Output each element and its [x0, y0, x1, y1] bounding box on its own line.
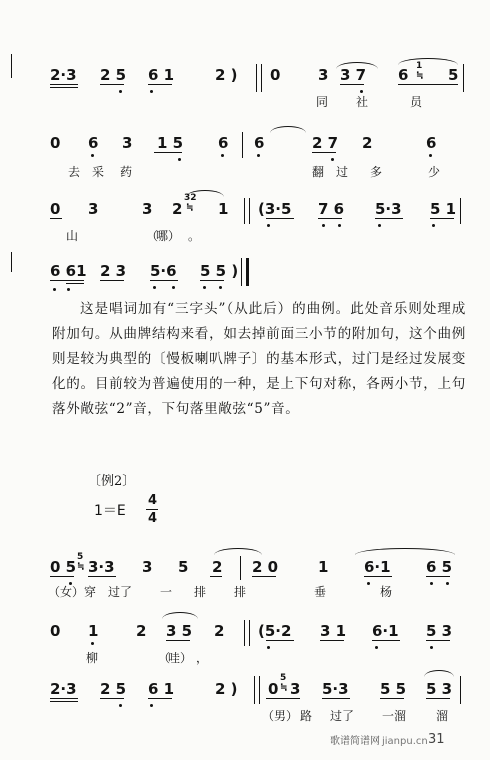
lyric: 垂: [314, 585, 327, 599]
note: 0: [270, 66, 281, 84]
beam: [50, 218, 62, 219]
note: 5·3: [322, 680, 349, 698]
barline: [244, 620, 245, 646]
note: 6·1: [364, 558, 391, 576]
beam: [375, 218, 403, 219]
lyric: 柳: [86, 651, 99, 665]
beam: [50, 87, 78, 88]
note: 2 3: [100, 262, 127, 280]
note: 3: [318, 66, 329, 84]
note: 6: [88, 134, 99, 152]
note: 2 0: [252, 558, 279, 576]
note: 5·3: [375, 200, 402, 218]
low-octave-dot: [360, 90, 363, 93]
note: 6 1: [148, 680, 175, 698]
note: 2: [136, 622, 147, 640]
low-octave-dot: [257, 154, 260, 157]
final-barline-thick: [246, 258, 249, 286]
note: 2 5: [100, 66, 127, 84]
note: 7 6: [318, 200, 345, 218]
beam: [88, 576, 116, 577]
low-octave-dot: [203, 286, 206, 289]
note: 2: [172, 200, 183, 218]
note: 2·3: [50, 680, 77, 698]
note: 1: [88, 622, 99, 640]
note: 3: [142, 558, 153, 576]
barline: [249, 198, 250, 224]
lyric: 去: [68, 165, 81, 179]
lyric: 少: [428, 165, 441, 179]
note: 5: [178, 558, 189, 576]
note: 6: [218, 134, 229, 152]
beam: [154, 152, 182, 153]
time-signature-top: 4: [148, 493, 158, 508]
low-octave-dot: [430, 582, 433, 585]
note: 6 1: [148, 66, 175, 84]
beam: [50, 576, 74, 577]
grace-note: 1: [416, 61, 423, 71]
barline: [460, 676, 461, 704]
grace-note: 32: [184, 193, 197, 203]
low-octave-dot: [331, 158, 334, 161]
grace-mark: ≒: [186, 203, 194, 213]
slur: [424, 670, 454, 677]
beam: [50, 280, 84, 281]
lyric: 排: [194, 585, 207, 599]
note: 2 7: [312, 134, 339, 152]
low-octave-dot: [150, 704, 153, 707]
note: 1: [318, 558, 329, 576]
lyric: 溜: [436, 709, 449, 723]
final-barline-thin: [241, 258, 242, 286]
note: 2 5: [100, 680, 127, 698]
low-octave-dot: [429, 154, 432, 157]
beam: [426, 576, 450, 577]
note: 5 5: [380, 680, 407, 698]
note: 1: [218, 200, 229, 218]
lyric: 路: [300, 709, 313, 723]
low-octave-dot: [119, 90, 122, 93]
note: 0: [268, 680, 279, 698]
lyric: 一溜: [382, 709, 407, 723]
note: 0: [50, 200, 61, 218]
beam: [50, 701, 78, 702]
lyric: 社: [356, 95, 369, 109]
beam: [318, 218, 342, 219]
low-octave-dot: [378, 224, 381, 227]
lyric: 过了: [330, 709, 355, 723]
note: 5 5 ): [200, 262, 239, 280]
barline: [256, 64, 257, 92]
note: 5: [448, 66, 459, 84]
note: 6 5: [426, 558, 453, 576]
grace-note: 5: [280, 673, 287, 683]
low-octave-dot: [150, 90, 153, 93]
beam: [426, 698, 450, 699]
low-octave-dot: [375, 646, 378, 649]
low-octave-dot: [267, 646, 270, 649]
lyric: 采: [92, 165, 105, 179]
note: 2: [214, 622, 225, 640]
beam: [398, 84, 458, 85]
slur: [214, 548, 262, 555]
barline: [11, 54, 12, 78]
beam: [426, 640, 450, 641]
note: 6 61: [50, 262, 87, 280]
beam: [252, 576, 276, 577]
beam: [322, 698, 350, 699]
lyric: 。: [188, 229, 201, 243]
beam: [100, 84, 124, 85]
barline: [11, 252, 12, 272]
low-octave-dot: [267, 224, 270, 227]
grace-mark: ≒: [280, 683, 288, 693]
time-signature-bottom: 4: [148, 511, 158, 526]
note: 5·6: [150, 262, 177, 280]
low-octave-dot: [432, 224, 435, 227]
barline: [240, 556, 241, 580]
low-octave-dot: [53, 288, 56, 291]
lyric: 穿: [84, 585, 97, 599]
beam: [430, 218, 454, 219]
grace-note: 5: [77, 552, 84, 562]
low-octave-dot: [430, 646, 433, 649]
note: 2 ): [215, 680, 238, 698]
lyric: 多: [370, 165, 383, 179]
note: (3·5: [258, 200, 292, 218]
note: 3 5: [166, 622, 193, 640]
beam: [266, 698, 300, 699]
key-signature: 1＝E: [94, 503, 126, 519]
barline: [254, 676, 255, 704]
grace-mark: ≒: [416, 71, 424, 81]
watermark-text: 歌谱简谱网: [330, 736, 380, 747]
time-signature-line: [146, 509, 158, 510]
note: 2: [362, 134, 373, 152]
barline: [261, 64, 262, 92]
note: 0: [50, 622, 61, 640]
lyric: （: [146, 229, 159, 243]
slur: [355, 548, 455, 555]
low-octave-dot: [367, 582, 370, 585]
lyric: 排: [234, 585, 247, 599]
lyric: 过: [336, 165, 349, 179]
note: 6: [426, 134, 437, 152]
low-octave-dot: [219, 286, 222, 289]
note: 6·1: [372, 622, 399, 640]
beam: [372, 640, 400, 641]
beam: [340, 84, 364, 85]
beam: [50, 698, 78, 699]
lyric: 同: [316, 95, 329, 109]
beam: [100, 698, 124, 699]
low-octave-dot: [91, 154, 94, 157]
barline: [460, 198, 461, 224]
barline: [463, 64, 464, 92]
note: 6: [398, 66, 409, 84]
note: 5 1: [430, 200, 457, 218]
note: 0: [50, 134, 61, 152]
note: 3 1: [320, 622, 347, 640]
lyric: （: [158, 651, 171, 665]
barline: [244, 198, 245, 224]
note: 6: [254, 134, 265, 152]
note: 3 7: [340, 66, 367, 84]
note: 3: [88, 200, 99, 218]
low-octave-dot: [221, 154, 224, 157]
beam: [200, 280, 224, 281]
beam: [66, 283, 84, 284]
slur: [270, 126, 306, 133]
beam: [210, 576, 222, 577]
beam: [312, 152, 336, 153]
lyric: 哇）: [168, 651, 193, 665]
lyric: ，: [196, 651, 209, 665]
note: 3: [122, 134, 133, 152]
slur: [162, 612, 198, 619]
beam: [380, 698, 404, 699]
barline: [242, 132, 243, 158]
lyric: 哪）: [156, 229, 181, 243]
beam: [266, 218, 294, 219]
note: 3·3: [88, 558, 115, 576]
beam: [364, 576, 392, 577]
beam: [166, 640, 190, 641]
note: 1 5: [157, 134, 184, 152]
beam: [266, 640, 294, 641]
barline: [249, 620, 250, 646]
note: 2 ): [215, 66, 238, 84]
slur: [398, 58, 458, 65]
note: 5 3: [426, 622, 453, 640]
note: 2·3: [50, 66, 77, 84]
note: 2: [212, 558, 223, 576]
low-octave-dot: [446, 582, 449, 585]
low-octave-dot: [67, 288, 70, 291]
beam: [320, 640, 344, 641]
note: 0 5: [50, 558, 77, 576]
beam: [148, 84, 172, 85]
beam: [100, 280, 124, 281]
low-octave-dot: [172, 286, 175, 289]
grace-mark: ≒: [77, 562, 85, 572]
lyric: 翻: [312, 165, 325, 179]
low-octave-dot: [178, 158, 181, 161]
note: 5 3: [426, 680, 453, 698]
lyric: 山: [66, 229, 79, 243]
low-octave-dot: [119, 704, 122, 707]
low-octave-dot: [91, 642, 94, 645]
barline: [259, 676, 260, 704]
beam: [50, 84, 78, 85]
note: 3: [142, 200, 153, 218]
singer-label: （女）: [48, 585, 85, 599]
lyric: 杨: [380, 585, 393, 599]
note: (5·2: [258, 622, 292, 640]
beam: [150, 280, 178, 281]
lyric: 过了: [108, 585, 133, 599]
page-number: 31: [428, 732, 445, 747]
example-label: 〔例2〕: [88, 474, 136, 489]
analysis-paragraph: 这是唱词加有“三字头”（从此后）的曲例。此处音乐则处理成附加句。从曲牌结构来看，如去掉前面三小节的附加句，这个曲例则是较为典型的〔慢板喇叭牌子〕的基本形式，过门是经过发展变化的。目前较为普遍使用的一种，是上下句对称，各两小节，上句落外敞弦“2”音，下句落里敞弦“5”音。: [52, 301, 466, 417]
low-octave-dot: [322, 224, 325, 227]
low-octave-dot: [153, 286, 156, 289]
low-octave-dot: [338, 224, 341, 227]
note: 3: [290, 680, 301, 698]
lyric: 一: [160, 585, 173, 599]
lyric: 药: [120, 165, 133, 179]
singer-label: （男）: [262, 709, 299, 723]
watermark-url: jianpu.cn: [382, 736, 428, 747]
beam: [148, 698, 172, 699]
lyric: 员: [410, 95, 423, 109]
